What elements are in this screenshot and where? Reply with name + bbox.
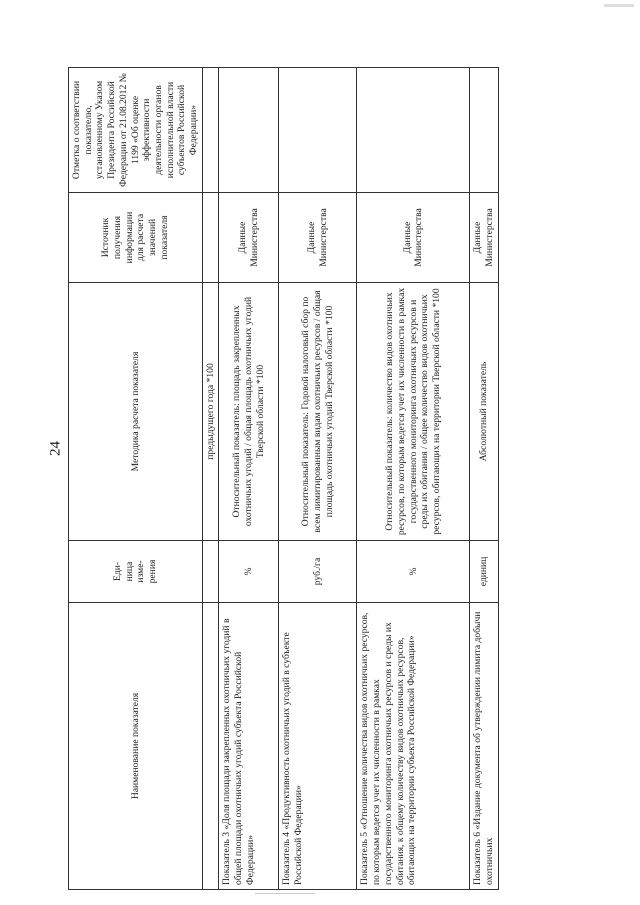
table-row [357,68,470,890]
indicator-table [68,67,499,890]
header-name: Наименование показателя [69,603,203,890]
rotated-sheet [68,40,496,890]
indicator-method: Относительный показатель: площадь закрепленных охотничьих угодий / общая площадь охотничьих угодий Тверской области *100 [219,283,279,541]
indicator-source: Данные Министерства [357,193,470,283]
indicator-unit: руб./га [279,541,357,603]
indicator-method: Абсолютный показатель [470,283,498,541]
table-row [219,68,279,890]
indicator-source: Данные Министерства [279,193,357,283]
page-number: 24 [47,441,64,456]
continuation-method: предыдущего года *100 [202,283,219,541]
indicator-unit: % [219,541,279,603]
indicator-source: Данные Министерства [219,193,279,283]
indicator-name: Показатель 4 «Продуктивность охотничьих угодий в субъекте Российской Федерации» [279,603,357,890]
scan-artifact [604,4,634,7]
indicator-note [219,68,279,193]
indicator-method: Относительный показатель: количество видов охотничьих ресурсов, по которым ведется учет их численности в рамках государственного мониторинга охотничьих ресурсов и среды их обитания / общее количество видов охотничьих ресурсов, обитающих на территории Тверской области *100 [357,283,470,541]
indicator-method: Относительный показатель: Годовой налоговый сбор по всем лимитированным видам охотничьих ресурсов / общая площадь охотничьих угодий Тверской области *100 [279,283,357,541]
header-note: Отметка о соответствии показателю, установленному Указом Президента Российской Федерации от 21.08.2012 № 1199 «Об оценке эффективности деятельности органов исполнительной власти субъектов Российской Федерации» [69,68,203,193]
header-unit: Еди- ница изме- рения [69,541,203,603]
indicator-note [279,68,357,193]
table-header-row [69,68,203,890]
scan-artifact-line [255,893,315,894]
continuation-row [202,68,219,890]
header-method: Методика расчета показателя [69,283,203,541]
indicator-name: Показатель 3 «Доля площади закрепленных охотничьих угодий в общей площади охотничьих угодий субъекта Российской Федерации» [219,603,279,890]
indicator-unit: % [357,541,470,603]
indicator-note [470,68,498,193]
indicator-name: Показатель 6 «Издание документа об утверждении лимита добычи охотничьих [470,603,498,890]
indicator-note [357,68,470,193]
table-row [470,68,498,890]
indicator-name: Показатель 5 «Отношение количества видов охотничьих ресурсов, по которым ведется учет их численности в рамках государственного мониторинга охотничьих ресурсов и среды их обитания, к общему количеству видов охотничьих ресурсов, обитающих на территории субъекта Российской Федерации» [357,603,470,890]
header-source: Источник получения информации для расчета значений показателя [69,193,203,283]
table-row [279,68,357,890]
indicator-source: Данные Министерства [470,193,498,283]
indicator-unit: единиц [470,541,498,603]
